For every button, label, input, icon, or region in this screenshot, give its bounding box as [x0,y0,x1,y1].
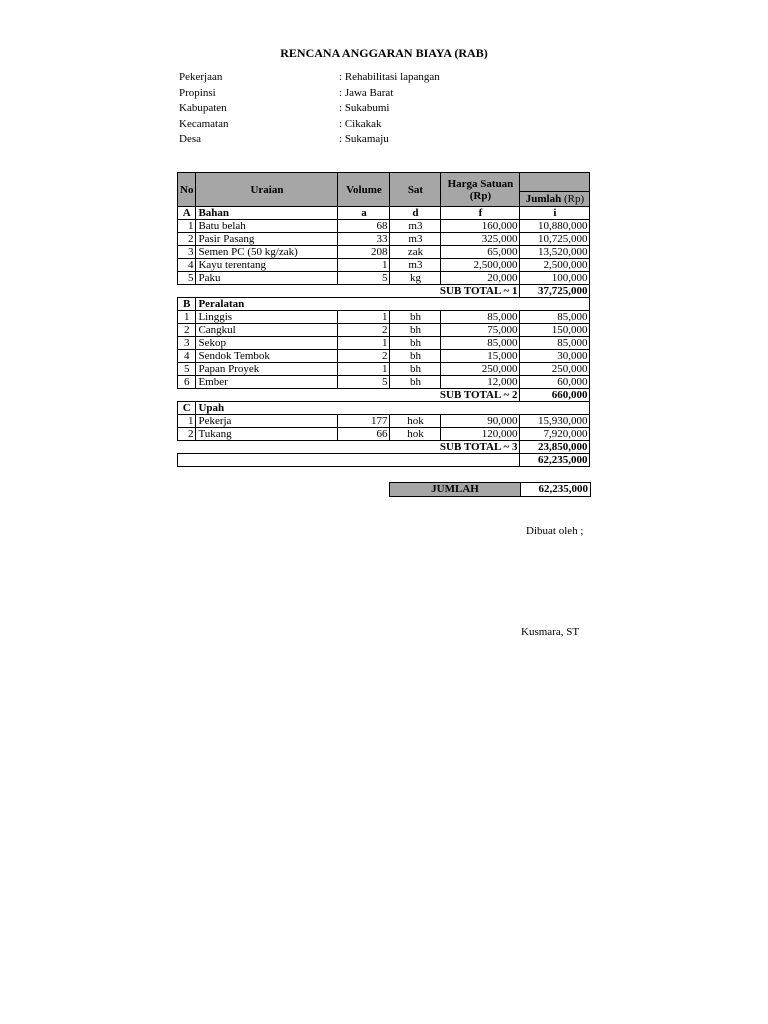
item-jumlah: 85,000 [520,311,590,324]
subtotal-value: 37,725,000 [520,285,590,298]
item-sat: zak [390,246,441,259]
info-label: Pekerjaan [179,71,223,83]
item-sat: m3 [390,220,441,233]
section-a-label: Bahan [196,207,338,220]
code-i: i [520,207,590,220]
header-no: No [178,173,196,207]
table-row [178,324,590,337]
item-uraian: Pasir Pasang [196,233,338,246]
item-no: 1 [178,415,196,428]
table-row [178,376,590,389]
item-sat: hok [390,415,441,428]
item-jumlah: 100,000 [520,272,590,285]
rab-table [177,172,590,467]
item-jumlah: 30,000 [520,350,590,363]
section-c-label: Upah [196,402,590,415]
subtotal-row [178,285,590,298]
item-harga: 12,000 [441,376,520,389]
table-row [178,311,590,324]
item-jumlah: 7,920,000 [520,428,590,441]
item-harga: 75,000 [441,324,520,337]
header-jumlah [520,192,590,207]
item-harga: 15,000 [441,350,520,363]
item-no: 3 [178,337,196,350]
item-harga: 160,000 [441,220,520,233]
info-value: : Cikakak [339,117,381,133]
item-jumlah: 85,000 [520,337,590,350]
info-label: Kabupaten [179,102,227,114]
item-sat: bh [390,311,441,324]
code-f: f [441,207,520,220]
item-uraian: Paku [196,272,338,285]
section-a-no: A [178,207,196,220]
item-jumlah: 2,500,000 [520,259,590,272]
table-row [178,220,590,233]
table-row [178,428,590,441]
table-row [178,259,590,272]
item-uraian: Tukang [196,428,338,441]
item-jumlah: 60,000 [520,376,590,389]
item-jumlah: 10,880,000 [520,220,590,233]
item-jumlah: 150,000 [520,324,590,337]
grand-total-blank [178,454,520,467]
item-harga: 85,000 [441,311,520,324]
item-harga: 2,500,000 [441,259,520,272]
item-no: 2 [178,428,196,441]
item-uraian: Cangkul [196,324,338,337]
item-sat: bh [390,337,441,350]
item-harga: 90,000 [441,415,520,428]
item-jumlah: 250,000 [520,363,590,376]
item-jumlah: 15,930,000 [520,415,590,428]
item-volume: 5 [338,272,390,285]
item-no: 5 [178,363,196,376]
subtotal-label: SUB TOTAL ~ 2 [178,389,520,402]
subtotal-row [178,441,590,454]
header-blank-cell [520,173,590,192]
header-sat: Sat [390,173,441,207]
item-uraian: Ember [196,376,338,389]
subtotal-value: 660,000 [520,389,590,402]
item-harga: 85,000 [441,337,520,350]
item-no: 2 [178,324,196,337]
dibuat-oleh: Dibuat oleh ; [526,525,584,537]
info-label: Kecamatan [179,117,229,130]
table-row [178,233,590,246]
header-volume: Volume [338,173,390,207]
item-no: 2 [178,233,196,246]
subtotal-row [178,389,590,402]
item-volume: 1 [338,337,390,350]
grand-total-value: 62,235,000 [520,454,590,467]
grand-total-row [178,454,590,467]
table-row [178,350,590,363]
info-value: : Sukamaju [339,132,389,148]
item-volume: 1 [338,363,390,376]
code-d: d [390,207,441,220]
item-sat: hok [390,428,441,441]
item-volume: 1 [338,311,390,324]
header-jumlah-unit: (Rp) [563,193,585,205]
item-harga: 250,000 [441,363,520,376]
item-no: 1 [178,220,196,233]
table-row [178,415,590,428]
info-value: : Rehabilitasi lapangan [339,70,440,86]
item-jumlah: 13,520,000 [520,246,590,259]
table-row [178,246,590,259]
item-harga: 325,000 [441,233,520,246]
item-uraian: Linggis [196,311,338,324]
section-header-row [178,298,590,311]
section-b-no: B [178,298,196,311]
jumlah-summary [389,482,591,497]
item-no: 4 [178,259,196,272]
item-uraian: Pekerja [196,415,338,428]
info-value: : Jawa Barat [339,86,393,102]
item-sat: bh [390,376,441,389]
subtotal-label: SUB TOTAL ~ 3 [178,441,520,454]
info-label: Propinsi [179,86,216,99]
item-sat: m3 [390,233,441,246]
item-jumlah: 10,725,000 [520,233,590,246]
item-no: 6 [178,376,196,389]
item-volume: 5 [338,376,390,389]
subtotal-value: 23,850,000 [520,441,590,454]
header-uraian: Uraian [196,173,338,207]
item-uraian: Papan Proyek [196,363,338,376]
item-volume: 2 [338,350,390,363]
info-label: Desa [179,133,201,145]
code-a: a [338,207,390,220]
item-uraian: Kayu terentang [196,259,338,272]
info-value: : Sukabumi [339,101,389,117]
item-no: 3 [178,246,196,259]
item-uraian: Sendok Tembok [196,350,338,363]
item-no: 1 [178,311,196,324]
item-harga: 65,000 [441,246,520,259]
item-no: 4 [178,350,196,363]
header-harga-satuan: Harga Satuan (Rp) [441,173,520,207]
section-c-no: C [178,402,196,415]
item-sat: bh [390,324,441,337]
item-uraian: Batu belah [196,220,338,233]
item-harga: 20,000 [441,272,520,285]
item-sat: bh [390,363,441,376]
section-header-row [178,402,590,415]
item-volume: 33 [338,233,390,246]
jumlah-value: 62,235,000 [521,483,591,497]
table-row [178,337,590,350]
item-volume: 208 [338,246,390,259]
item-volume: 177 [338,415,390,428]
header-jumlah-label: Jumlah [525,193,562,205]
code-row [178,207,590,220]
table-row [178,272,590,285]
jumlah-label: JUMLAH [390,483,521,497]
page-title: RENCANA ANGGARAN BIAYA (RAB) [280,46,488,60]
item-sat: bh [390,350,441,363]
item-sat: kg [390,272,441,285]
item-harga: 120,000 [441,428,520,441]
table-row [178,363,590,376]
item-volume: 66 [338,428,390,441]
item-no: 5 [178,272,196,285]
item-sat: m3 [390,259,441,272]
item-volume: 2 [338,324,390,337]
item-volume: 1 [338,259,390,272]
item-volume: 68 [338,220,390,233]
section-b-label: Peralatan [196,298,590,311]
signer-name: Kusmara, ST [521,626,580,638]
item-uraian: Sekop [196,337,338,350]
item-uraian: Semen PC (50 kg/zak) [196,246,338,259]
subtotal-label: SUB TOTAL ~ 1 [178,285,520,298]
